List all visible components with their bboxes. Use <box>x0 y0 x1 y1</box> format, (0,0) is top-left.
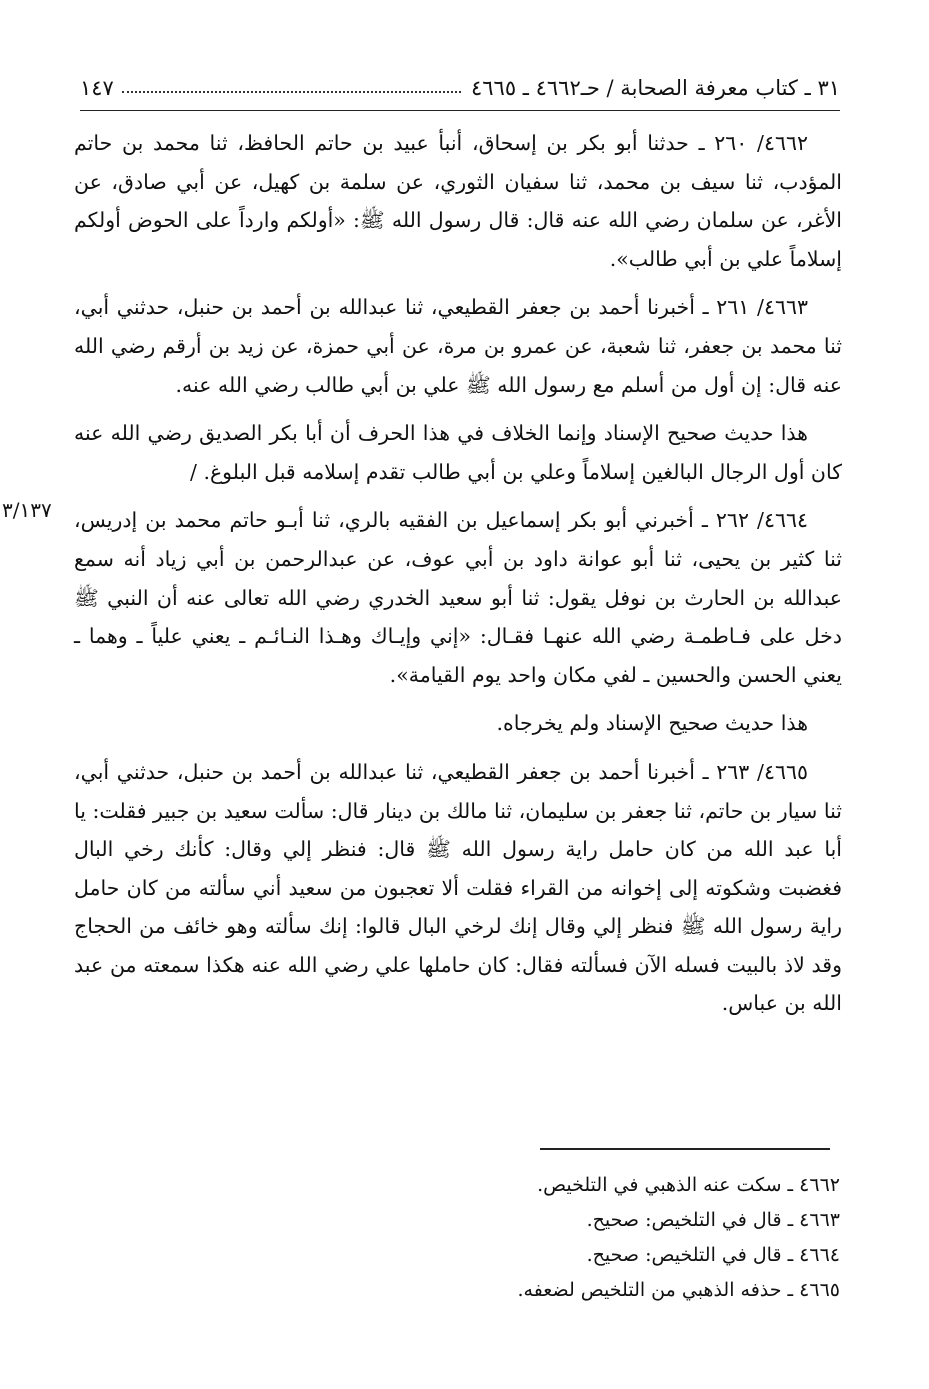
footnote-4665: ٤٦٦٥ ـ حذفه الذهبي من التلخيص لضعفه. <box>517 1279 840 1301</box>
margin-reference: ٣/١٣٧ <box>2 498 52 522</box>
commentary-4663: هذا حديث صحيح الإسناد وإنما الخلاف في هذا الحرف أن أبا بكر الصديق رضي الله عنه كان أول الرجال البالغين إسلاماً وعلي بن أبي طالب تقدم إسلامه قبل البلوغ. / <box>74 421 842 484</box>
header-title: ٣١ ـ كتاب معرفة الصحابة / حـ٤٦٦٢ ـ ٤٦٦٥ <box>470 76 840 100</box>
hadith-4663: ٤٦٦٣/ ٢٦١ ـ أخبرنا أحمد بن جعفر القطيعي، ثنا عبدالله بن أحمد بن حنبل، حدثني أبي، ثنا محمد بن جعفر، ثنا شعبة، عن عمرو بن مرة، عن أبي حمزة، عن زيد بن أرقم رضي الله عنه قال: إن أول من أسلم مع رسول الله ﷺ علي بن أبي طالب رضي الله عنه. <box>74 295 842 397</box>
footnotes <box>300 1168 840 1308</box>
hadith-4665: ٤٦٦٥/ ٢٦٣ ـ أخبرنا أحمد بن جعفر القطيعي، ثنا عبدالله بن أحمد بن حنبل، حدثني أبي، ثنا سيار بن حاتم، ثنا جعفر بن سليمان، ثنا مالك بن دينار قال: سألت سعيد بن جبير فقلت: يا أبا عبد الله من كان حامل راية رسول الله ﷺ قال: فنظر إلي وقال: كأنك رخي البال فغضبت وشكوته إلى إخوانه من القراء فقلت ألا تعجبون من سعيد أني سألته من كان حامل راية رسول الله ﷺ فنظر إلي وقال إنك لرخي البال قالوا: إنك سألته وهو خائف من الحجاج وقد لاذ بالبيت فسله الآن فسألته فقال: كان حاملها علي رضي الله عنه هكذا سمعته من عبد الله بن عباس. <box>74 759 842 1016</box>
footnote-4664: ٤٦٦٤ ـ قال في التلخيص: صحيح. <box>586 1244 840 1266</box>
header-leader-dots <box>122 91 461 93</box>
commentary-4664: هذا حديث صحيح الإسناد ولم يخرجاه. <box>496 711 808 736</box>
hadith-4664: ٤٦٦٤/ ٢٦٢ ـ أخبرني أبو بكر إسماعيل بن الفقيه بالري، ثنا أبـو حاتم محمد بن إدريس، ثنا كثير بن يحيى، ثنا أبو عوانة داود بن أبي عوف، عن عبدالرحمن بن أبي زياد أنه سمع عبدالله بن الحارث بن نوفل يقول: ثنا أبو سعيد الخدري رضي الله تعالى عنه أن النبي ﷺ دخل على فـاطمـة رضي الله عنهـا فقـال: «إني وإيـاك وهـذا النـائـم ـ يعني علياً ـ وهما ـ يعني الحسن والحسين ـ لفي مكان واحد يوم القيامة». <box>74 508 842 687</box>
footnote-separator <box>540 1148 830 1150</box>
hadith-4662: ٤٦٦٢/ ٢٦٠ ـ حدثنا أبو بكر بن إسحاق، أنبأ عبيد بن حاتم الحافظ، ثنا محمد بن حاتم المؤدب، ثنا سيف بن محمد، ثنا سفيان الثوري، عن سلمة بن كهيل، عن أبي صادق، عن الأغر، عن سلمان رضي الله عنه قال: قال رسول الله ﷺ: «أولكم وارداً على الحوض أولكم إسلاماً علي بن أبي طالب». <box>74 131 842 271</box>
running-header <box>80 66 840 111</box>
page-number: ١٤٧ <box>80 76 114 100</box>
footnote-4663: ٤٦٦٣ ـ قال في التلخيص: صحيح. <box>586 1209 840 1231</box>
footnote-4662: ٤٦٦٢ ـ سكت عنه الذهبي في التلخيص. <box>537 1174 840 1196</box>
main-text <box>74 124 842 1023</box>
